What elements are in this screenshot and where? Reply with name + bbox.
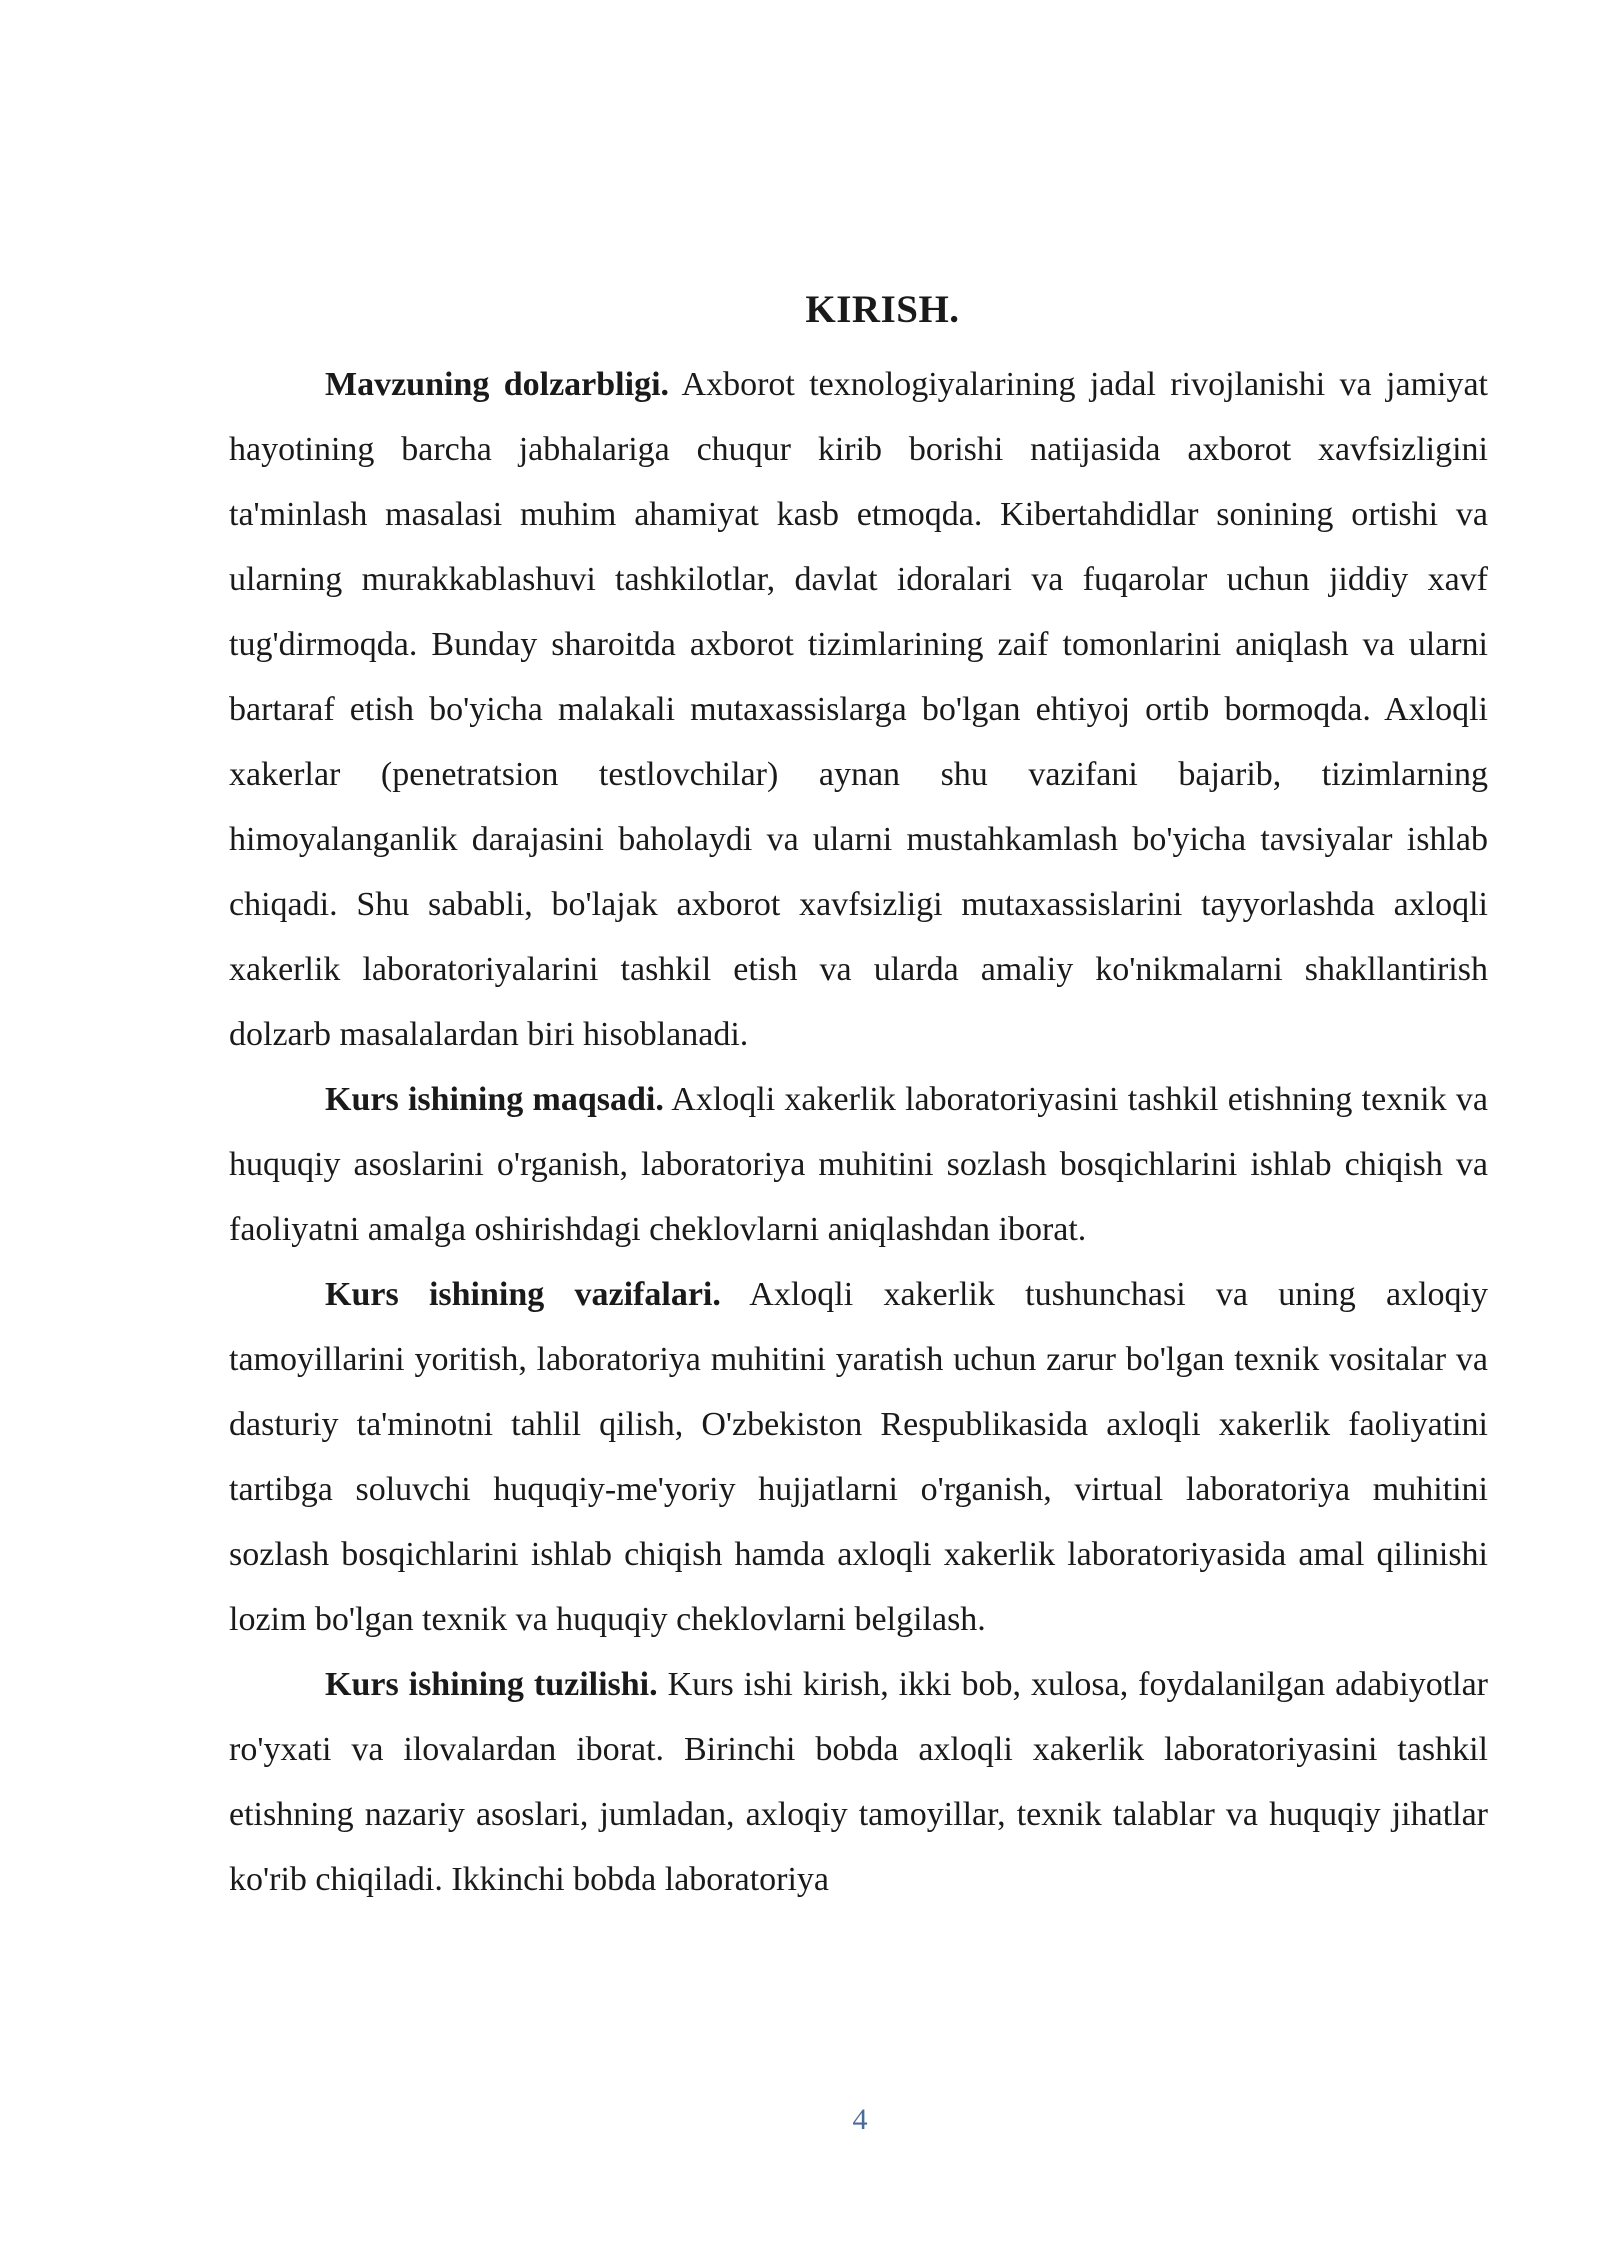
- paragraph-goal: [229, 1067, 1488, 1262]
- document-body: [229, 352, 1488, 1912]
- paragraph-text: Axborot texnologiyalarining jadal rivojlanishi va jamiyat hayotining barcha jabhalariga chuqur kirib borishi natijasida axborot xavfsizligini ta'minlash masalasi muhim ahamiyat kasb etmoqda. Kibertahdidlar sonining ortishi va ularning murakkablashuvi tashkilotlar, davlat idoralari va fuqarolar uchun jiddiy xavf tug'dirmoqda. Bunday sharoitda axborot tizimlarining zaif tomonlarini aniqlash va ularni bartaraf etish bo'yicha malakali mutaxassislarga bo'lgan ehtiyoj ortib bormoqda. Axloqli xakerlar (penetratsion testlovchilar) aynan shu vazifani bajarib, tizimlarning himoyalanganlik darajasini baholaydi va ularni mustahkamlash bo'yicha tavsiyalar ishlab chiqadi. Shu sababli, bo'lajak axborot xavfsizligi mutaxassislarini tayyorlashda axloqli xakerlik laboratoriyalarini tashkil etish va ularda amaliy ko'nikmalarni shakllantirish dolzarb masalalardan biri hisoblanadi.: [229, 366, 1488, 1053]
- paragraph-relevance: [229, 352, 1488, 1067]
- paragraph-text: Axloqli xakerlik tushunchasi va uning axloqiy tamoyillarini yoritish, laboratoriya muhitini yaratish uchun zarur bo'lgan texnik vositalar va dasturiy ta'minotni tahlil qilish, O'zbekiston Respublikasida axloqli xakerlik faoliyatini tartibga soluvchi huquqiy-me'yoriy hujjatlarni o'rganish, virtual laboratoriya muhitini sozlash bosqichlarini ishlab chiqish hamda axloqli xakerlik laboratoriyasida amal qilinishi lozim bo'lgan texnik va huquqiy cheklovlarni belgilash.: [229, 1276, 1488, 1638]
- page-number: 4: [852, 2103, 868, 2136]
- paragraph-text: Axloqli xakerlik laboratoriyasini tashkil etishning texnik va huquqiy asoslarini o'rganish, laboratoriya muhitini sozlash bosqichlarini ishlab chiqish va faoliyatni amalga oshirishdagi cheklovlarni aniqlashdan iborat.: [229, 1081, 1488, 1248]
- paragraph-structure: [229, 1652, 1488, 1912]
- paragraph-lead: Kurs ishining tuzilishi.: [325, 1666, 658, 1703]
- paragraph-tasks: [229, 1262, 1488, 1652]
- paragraph-lead: Kurs ishining vazifalari.: [325, 1276, 721, 1313]
- paragraph-lead: Kurs ishining maqsadi.: [325, 1081, 664, 1118]
- page-title: KIRISH.: [805, 288, 960, 331]
- paragraph-text: Kurs ishi kirish, ikki bob, xulosa, foydalanilgan adabiyotlar ro'yxati va ilovalardan iborat. Birinchi bobda axloqli xakerlik laboratoriyasini tashkil etishning nazariy asoslari, jumladan, axloqiy tamoyillar, texnik talablar va huquqiy jihatlar ko'rib chiqiladi. Ikkinchi bobda laboratoriya: [229, 1666, 1488, 1898]
- paragraph-lead: Mavzuning dolzarbligi.: [325, 366, 670, 403]
